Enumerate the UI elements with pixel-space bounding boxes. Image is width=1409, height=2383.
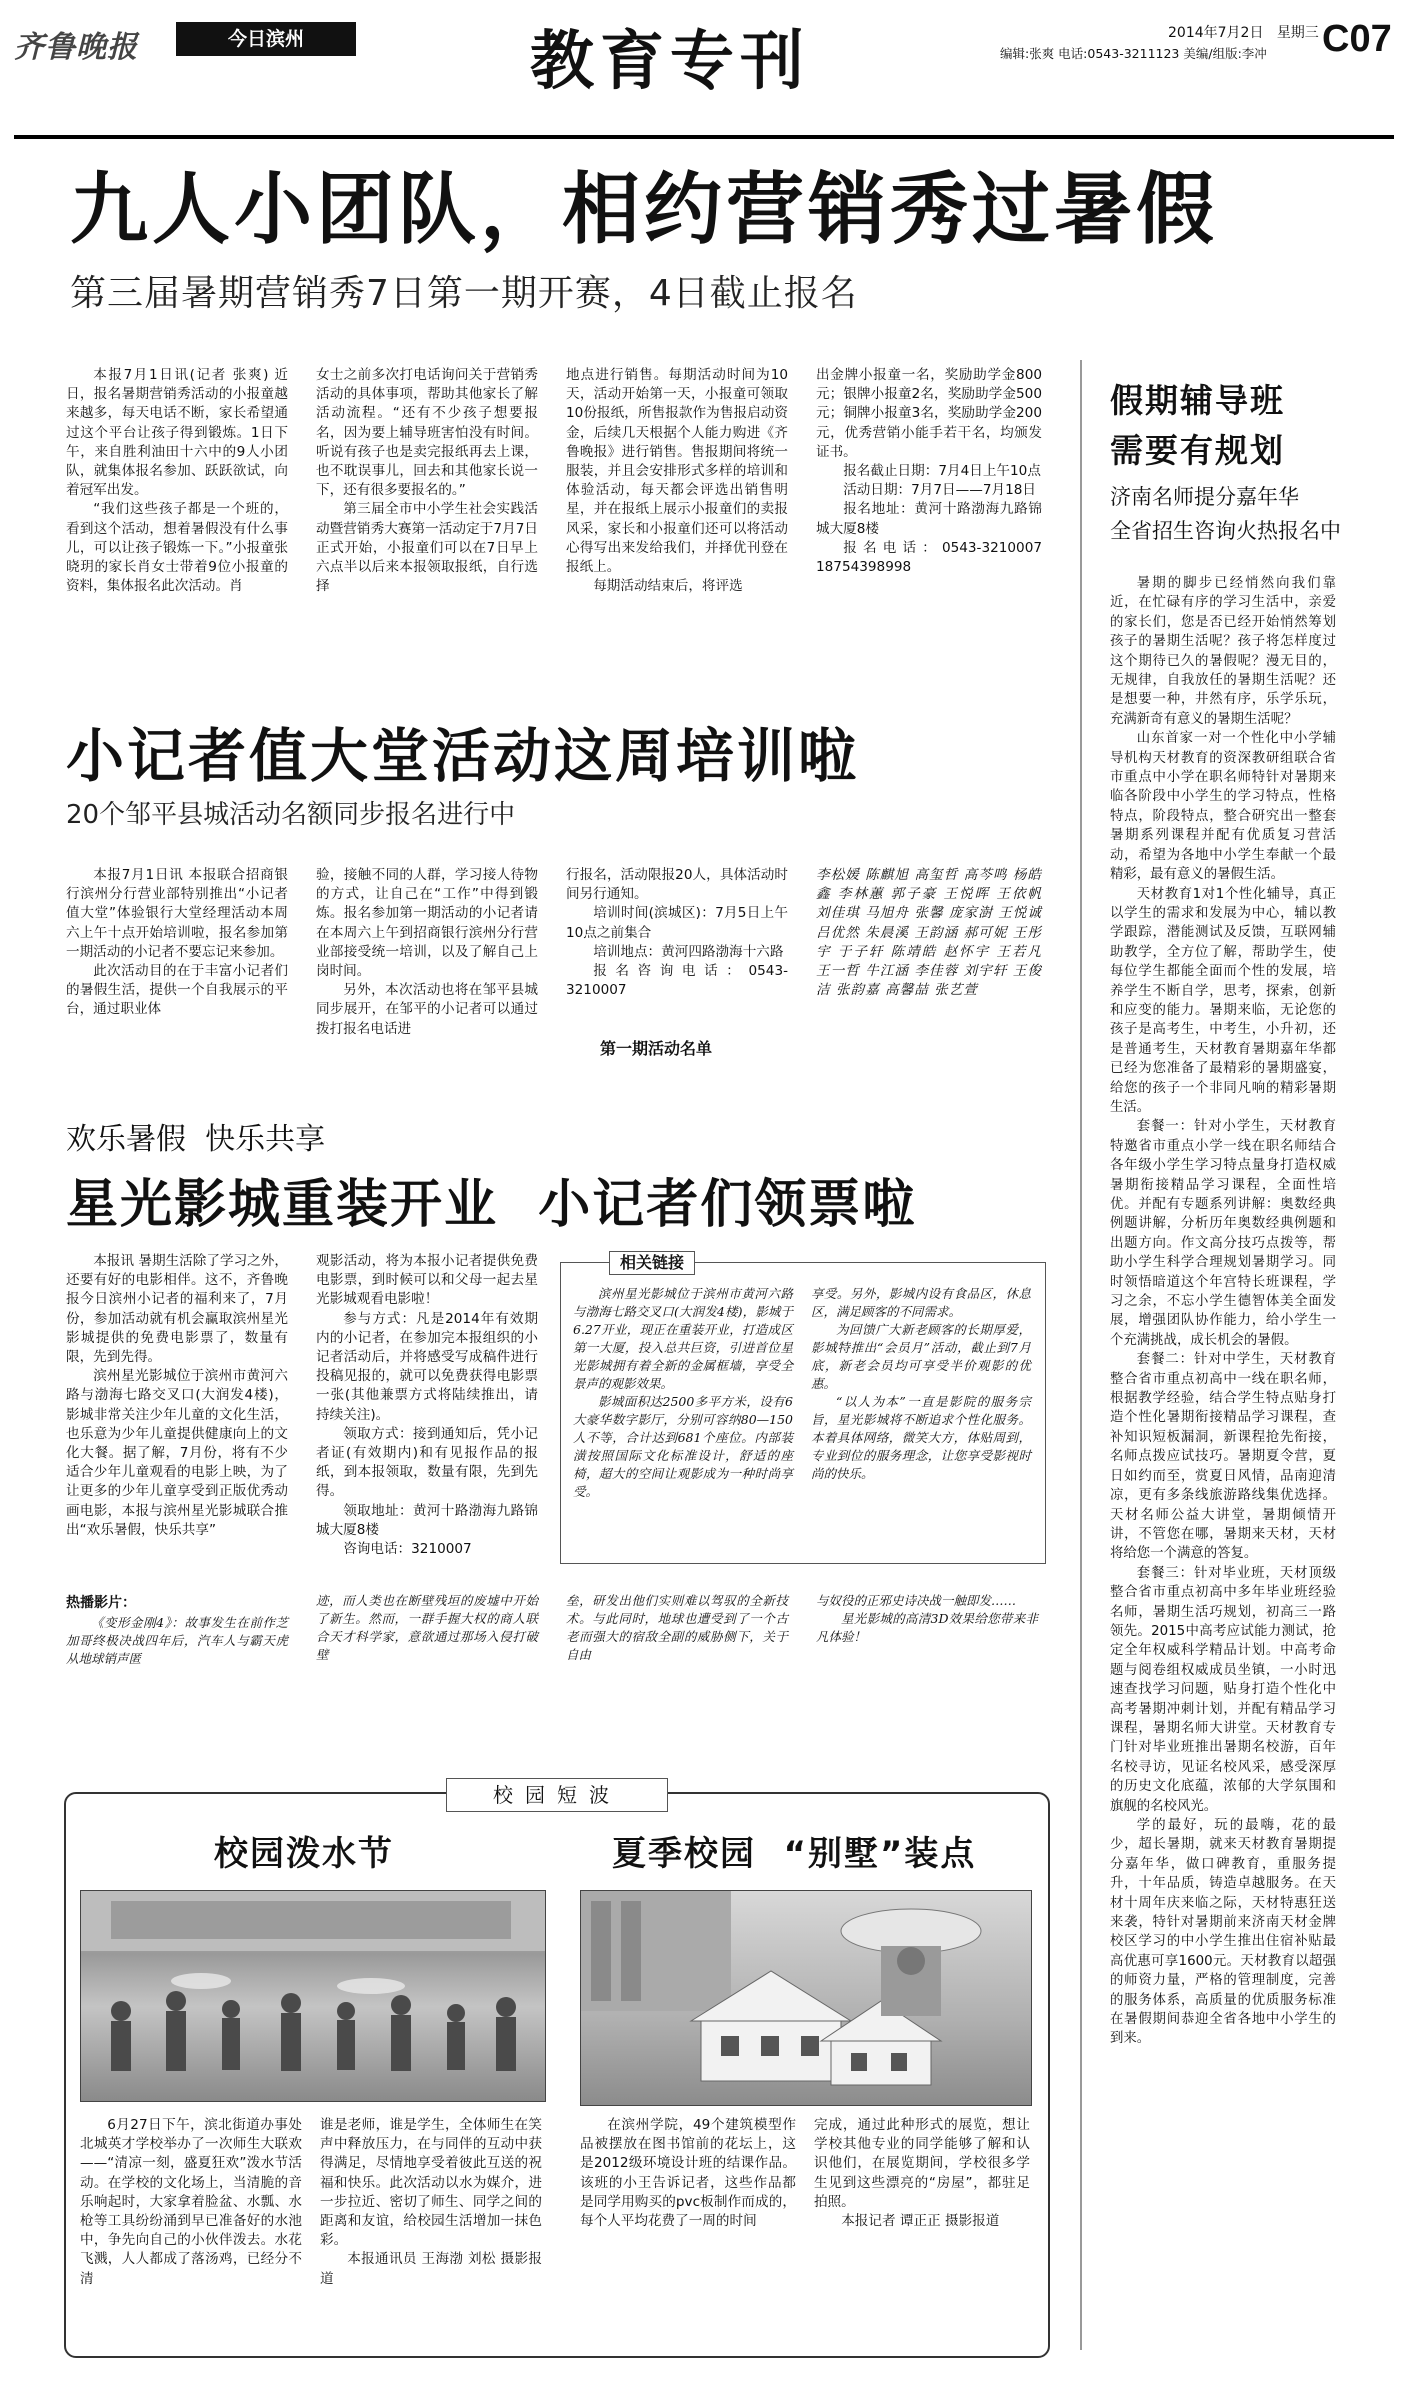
paragraph: 为回馈广大新老顾客的长期厚爱，影城特推出“会员月”活动，截止到7月底，新老会员均可享受半价观影的优惠。 bbox=[811, 1322, 1031, 1391]
byline: 本报通讯员 王海渤 刘松 摄影报道 bbox=[320, 2251, 542, 2287]
credits: 编辑:张爽 电话:0543-3211123 美编/组版:李冲 bbox=[1000, 46, 1267, 61]
paragraph: 领取地址：黄河十路渤海九路锦城大厦8楼 bbox=[316, 1502, 538, 1538]
film-caption-label: 热播影片： bbox=[66, 1595, 136, 1611]
paragraph: 参与方式：凡是2014年有效期内的小记者，在参加完本报组织的小记者活动后，并将感受写成稿件进行投稿见报的，就可以免费获得电影票一张(其他兼票方式将陆续推出，请持续关注)。 bbox=[316, 1310, 538, 1423]
paragraph: 领取方式：接到通知后，凭小记者证(有效期内)和有见报作品的报纸，到本报领取，数量有限，先到先得。 bbox=[316, 1425, 538, 1500]
related-link-box bbox=[560, 1253, 1046, 1564]
page-number: C07 bbox=[1322, 18, 1392, 60]
right-headline-1: 假期辅导班 bbox=[1110, 381, 1285, 420]
story2-col2 bbox=[316, 866, 538, 1039]
paragraph: 行报名，活动限报20人，具体活动时间另行通知。 bbox=[566, 867, 788, 903]
paragraph: “我们这些孩子都是一个班的，看到这个活动，想着暑假没有什么事儿，可以让孩子锻炼一下。”小报童张晓玥的家长肖女士带着9位小报童的资料，集体报名此次活动。肖 bbox=[66, 501, 288, 595]
brand-logo: 齐鲁晚报 bbox=[14, 30, 138, 65]
paragraph: 完成，通过此种形式的展览，想让学校其他专业的同学能够了解和认识他们，在展览期间，学校很多学生见到这些漂亮的“房屋”，都驻足拍照。 bbox=[814, 2117, 1030, 2210]
story2-list-title: 第一期活动名单 bbox=[600, 1039, 713, 1058]
campus-right-col1 bbox=[580, 2116, 796, 2231]
film-strip-1 bbox=[66, 1614, 288, 1668]
section-tag: 今日滨州 bbox=[176, 22, 356, 56]
paragraph: 每期活动结束后，将评选 bbox=[593, 578, 743, 595]
story1-col4 bbox=[816, 366, 1042, 577]
paragraph: 此次活动目的在于丰富小记者们的暑假生活，提供一个自我展示的平台，通过职业体 bbox=[66, 963, 288, 1018]
right-subhead-1: 济南名师提分嘉年华 bbox=[1110, 485, 1299, 509]
paragraph: 星光影城的高清3D效果给您带来非凡体验！ bbox=[816, 1611, 1038, 1644]
film-strip-3: 垒，研发出他们实则难以驾驭的全新技术。与此同时，地球也遭受到了一个古老而强大的宿敌全副的威胁侧下，关于自由 bbox=[566, 1593, 788, 1662]
paragraph: 滨州星光影城位于滨州市黄河六路与渤海七路交叉口(大润发4楼)，影城非常关注少年儿童的文化生活，也乐意为少年儿童提供健康向上的文化大餐。据了解，7月份，将有不少适合少年儿童观看的电影上映，为了让更多的少年儿童享受到正版优秀动画电影，本报与滨州星光影城联合推出“欢乐暑假，快乐共享” bbox=[66, 1368, 288, 1538]
paragraph: 天材教育1对1个性化辅导，真正以学生的需求和发展为中心，辅以教学跟踪，潜能测试及反馈，互联网辅助教学，全方位了解，帮助学生，使每位学生都能全面而个性的发展，培养学生不断自学，思考，探索，创新和应变的能力。暑期来临，无论您的孩子是高考生，中考生，小升初，还是普通考生，天材教育暑期嘉年华都已经为您准备了最精彩的暑期盛宴，给您的孩子一个非同凡响的精彩暑期生活。 bbox=[1110, 886, 1336, 1115]
paragraph: 女士之前多次打电话询问关于营销秀活动的具体事项，帮助其他家长了解活动流程。“还有不少孩子想要报名，因为要上辅导班害怕没有时间。听说有孩子也是卖完报纸再去上课，也不耽误事儿，回去和其他家长说一下，还有很多要报名的。” bbox=[316, 367, 538, 499]
villa-model-photo bbox=[580, 1890, 1032, 2106]
right-headline-2: 需要有规划 bbox=[1110, 431, 1285, 470]
paragraph: 第三届全市中小学生社会实践活动暨营销秀大赛第一活动定于7月7日正式开始，小报童们可以在7日早上六点半以后来本报领取报纸，自行选择 bbox=[316, 501, 538, 595]
paragraph: 套餐一：针对小学生，天材教育特邀省市重点小学一线在职名师结合各年级小学生学习特点量身打造权威暑期衔接精品学习课程，全面性培优。并配有专题系列讲解：奥数经典例题讲解，分析历年奥数经典例题和出题方向。作文高分技巧点拨等，帮助小学生科学合理规划暑期学习。同时领悟暗道这个年宫特长班课程，学习之余，不忘小学生德智体美全面发展，增强团队协作能力，给小学生一个充满挑战，成长机会的暑假。 bbox=[1110, 1119, 1336, 1348]
byline: 本报记者 谭正正 摄影报道 bbox=[841, 2213, 1000, 2230]
campus-left-col2 bbox=[320, 2116, 542, 2289]
campus-box-title: 校园短波 bbox=[446, 1778, 668, 1812]
paragraph: 6月27日下午，滨北街道办事处北城英才学校举办了一次师生大联欢——“清凉一刻，盛夏狂欢”泼水节活动。在学校的文化场上，当清脆的音乐响起时，大家拿着脸盆、水瓢、水枪等工具纷纷涌到早已准备好的水池中，争先向自己的小伙伴泼去。水花飞溅，人人都成了落汤鸡，已经分不清 bbox=[80, 2117, 302, 2287]
related-link-col1 bbox=[573, 1285, 793, 1501]
paragraph: 滨州星光影城位于滨州市黄河六路与渤海七路交叉口(大润发4楼)，影城于6.27开业，现正在重装开业，打造成区第一大厦，投入总共巨资，引进首位星光影城拥有着全新的金属框墙，享受全景声的观影效果。 bbox=[573, 1286, 793, 1391]
campus-left-headline: 校园泼水节 bbox=[214, 1834, 394, 1874]
paragraph: 影城面积达2500多平方米，设有6大豪华数字影厅，分别可容纳80—150人不等，合计达到681个座位。内部装潢按照国际文化标准设计，舒适的座椅，超大的空间让观影成为一种时尚享受。 bbox=[573, 1394, 793, 1499]
right-column-body bbox=[1110, 574, 1336, 2049]
campus-left-col1 bbox=[80, 2116, 302, 2289]
story2-col1 bbox=[66, 866, 288, 1020]
story3-col1 bbox=[66, 1252, 288, 1540]
page-title: 教育专刊 bbox=[530, 24, 810, 99]
paragraph: 报名咨询电话：0543-3210007 bbox=[566, 963, 788, 999]
villa-model-illustration bbox=[581, 1891, 1031, 2105]
film-strip-4 bbox=[816, 1592, 1038, 1646]
paragraph: 培训时间(滨城区)：7月5日上午10点之前集合 bbox=[566, 905, 788, 941]
date: 2014年7月2日 bbox=[1168, 25, 1264, 41]
story3-headline: 星光影城重装开业 小记者们领票啦 bbox=[66, 1175, 917, 1235]
story2-headline: 小记者值大堂活动这周培训啦 bbox=[66, 722, 860, 790]
weekday: 星期三 bbox=[1276, 25, 1319, 41]
film-strip-2: 迹，而人类也在断壁残垣的废墟中开始了新生。然而，一群手握大权的商人联合天才科学家，意欲通过那场入侵打破壁 bbox=[316, 1593, 538, 1662]
paragraph: “以人为本”一直是影院的服务宗旨，星光影城将不断追求个性化服务。本着具体网络，微笑大方，体贴周到，专业到位的服务理念，让您享受影视时尚的快乐。 bbox=[811, 1394, 1031, 1481]
paragraph: 培训地点：黄河四路渤海十六路 bbox=[593, 943, 784, 960]
story3-kicker: 欢乐暑假 快乐共享 bbox=[66, 1122, 326, 1157]
story1-col3 bbox=[566, 366, 788, 596]
paragraph: 本报7月1日讯(记者 张爽) 近日，报名暑期营销秀活动的小报童越来越多，每天电话不断，家长希望通过这个平台让孩子得到锻炼。1日下午，来自胜利油田十六中的9人小团队，就集体报名参加、跃跃欲试，向着冠军出发。 bbox=[66, 367, 288, 499]
story3-col2 bbox=[316, 1252, 538, 1559]
issue-date bbox=[1168, 22, 1319, 42]
paragraph: 谁是老师，谁是学生，全体师生在笑声中释放压力，在与同伴的互动中获得满足，尽情地享受着彼此互送的祝福和快乐。此次活动以水为媒介，进一步拉近、密切了师生、同学之间的距离和友谊，给校园生活增加一抹色彩。 bbox=[320, 2117, 542, 2249]
paragraph: 验，接触不同的人群，学习接人待物的方式，让自己在“工作”中得到锻炼。报名参加第一期活动的小记者请在本周六上午到招商银行滨州分行营业部接受统一培训，以及了解自己上岗时间。 bbox=[316, 867, 538, 980]
paragraph: 报名截止日期：7月4日上午10点 bbox=[843, 463, 1041, 480]
water-festival-photo bbox=[80, 1890, 546, 2102]
story2-col3 bbox=[566, 866, 788, 1000]
paragraph: 出金牌小报童一名，奖励助学金800元；银牌小报童2名，奖励助学金500元；铜牌小报童3名，奖励助学金200元，优秀营销小能手若干名，均颁发证书。 bbox=[816, 367, 1042, 460]
paragraph: 报名地址：黄河十路渤海九路锦城大厦8楼 bbox=[816, 501, 1042, 537]
paragraph: 学的最好，玩的最嗨，花的最少，超长暑期，就来天材教育暑期提分嘉年华，做口碑教育，重服务提升，十年品质，铸造卓越服务。在天材十周年庆来临之际，天材特惠狂送来袭，特针对暑期前来济南天材金牌校区学习的中小学生推出住宿补贴最高优惠可享1600元。天材教育以超强的师资力量，严格的管理制度，完善的服务体系，高质量的优质服务标准在暑假期间恭迎全省各地中小学生的到来。 bbox=[1110, 1818, 1336, 2047]
campus-right-col2 bbox=[814, 2116, 1030, 2231]
paragraph: 在滨州学院，49个建筑模型作品被摆放在图书馆前的花坛上，这是2012级环境设计班的结课作品。该班的小王告诉记者，这些作品都是同学用购买的pvc板制作而成的，每个人平均花费了一周的时间 bbox=[580, 2117, 796, 2230]
story2-subhead: 20个邹平县城活动名额同步报名进行中 bbox=[66, 800, 516, 830]
water-festival-illustration bbox=[81, 1891, 545, 2101]
paragraph: 享受。另外，影城内设有食品区，休息区，满足顾客的不同需求。 bbox=[811, 1286, 1031, 1319]
paragraph: 套餐二：针对中学生，天材教育整合省市重点初高中一线在职名师，根据教学经验，结合学生特点贴身打造个性化暑期衔接精品学习课程，查补知识短板漏洞，新课程抢先衔接，名师点拨应试技巧。暑期夏令营，夏日如约而至，赏夏日风情，品南迎清凉，更有多条线旅游路线集优选择。天材名师公益大讲堂，暑期倾情开讲，不管您在哪，暑期来天材，天材将给您一个满意的答复。 bbox=[1110, 1352, 1336, 1562]
right-column-divider bbox=[1080, 360, 1082, 2350]
masthead-rule bbox=[14, 135, 1394, 139]
campus-right-headline: 夏季校园 “别墅”装点 bbox=[612, 1834, 977, 1874]
story1-subhead: 第三届暑期营销秀7日第一期开赛，4日截止报名 bbox=[70, 273, 858, 314]
related-link-col2 bbox=[811, 1285, 1031, 1483]
paragraph: 本报讯 暑期生活除了学习之外，还要有好的电影相伴。这不，齐鲁晚报今日滨州小记者的福利来了，7月份，参加活动就有机会赢取滨州星光影城提供的免费电影票了，数量有限，先到先得。 bbox=[66, 1253, 288, 1366]
story1-col2 bbox=[316, 366, 538, 596]
paragraph: 另外，本次活动也将在邹平县城同步展开，在邹平的小记者可以通过拨打报名电话进 bbox=[316, 982, 538, 1037]
paragraph: 活动日期：7月7日——7月18日 bbox=[843, 482, 1036, 499]
paragraph: 山东首家一对一个性化中小学辅导机构天材教育的资深教研组联合省市重点中小学在职名师特针对暑期来临各阶段中小学生的学习特点，性格特点，阶段特点，整合研究出一整套暑期系列课程并配有优质复习营活动，希望为各地中小学生奉献一个最精彩，最有意义的暑假生活。 bbox=[1110, 731, 1336, 883]
story1-col1 bbox=[66, 366, 288, 596]
related-link-title: 相关链接 bbox=[609, 1251, 695, 1275]
story2-name-list: 李松媛 陈麒旭 高玺哲 高芩鸣 杨皓鑫 李林蕙 郭子豪 王悦晖 王依帆 刘佳琪 马旭舟 张馨 庞家澍 王悦诚 吕优然 朱晨溪 王韵涵 郝可妮 王彤宇 于子轩 陈靖皓 赵怀宇 王若凡 王一哲 牛江涵 李佳蓉 刘宇轩 王俊洁 张韵嘉 高馨喆 张艺萱 bbox=[816, 867, 1042, 999]
paragraph: 与奴役的正邪史诗决战一触即发…… bbox=[816, 1593, 1017, 1608]
paragraph: 套餐三：针对毕业班，天材顶级整合省市重点初高中多年毕业班经验名师，暑期生活巧规划，初高三一路领先。2015中高考应试能力测试，抢定全年权威科学精品计划。中高考命题与阅卷组权威成员坐镇，一小时迅速查找学习问题，贴身打造个性化中高考暑期冲刺计划，并配有精品学习课程，暑期名师大讲堂。天材教育专门针对毕业班推出暑期名校游，百年名校寻访，见证名校风采，感受深厚的历史文化底蕴，浓郁的大学氛围和旗舰的名校风光。 bbox=[1110, 1565, 1336, 1814]
paragraph: 咨询电话：3210007 bbox=[343, 1541, 472, 1558]
paragraph: 报名电话：0543-3210007 18754398998 bbox=[816, 539, 1042, 576]
paragraph: 暑期的脚步已经悄然向我们靠近，在忙碌有序的学习生活中，亲爱的家长们，您是否已经开始悄然筹划孩子的暑期生活呢？孩子将怎样度过这个期待已久的暑假呢？漫无目的，无规律，自我放任的暑期生活呢？还是想要一种，井然有序，乐学乐玩，充满新奇有意义的暑期生活呢？ bbox=[1110, 576, 1336, 727]
paragraph: 本报7月1日讯 本报联合招商银行滨州分行营业部特别推出“小记者值大堂”体验银行大堂经理活动本周六上午十点开始培训啦，报名参加第一期活动的小记者不要忘记来参加。 bbox=[66, 867, 288, 960]
paragraph: 《变形金刚4》：故事发生在前作芝加哥终极决战四年后，汽车人与霸天虎从地球销声匿 bbox=[66, 1615, 288, 1666]
paragraph: 观影活动，将为本报小记者提供免费电影票，到时候可以和父母一起去星光影城观看电影啦！ bbox=[316, 1253, 538, 1308]
right-subhead-2: 全省招生咨询火热报名中 bbox=[1110, 519, 1341, 543]
paragraph: 地点进行销售。每期活动时间为10天，活动开始第一天，小报童可领取10份报纸，所售报款作为售报启动资金，后续几天根据个人能力购进《齐鲁晚报》进行销售。售报期间将统一服装，并且会安排形式多样的培训和体验活动，每天都会评选出销售明星，并在报纸上展示小报童们的卖报风采，家长和小报童们还可以将活动心得写出来发给我们，并择优刊登在报纸上。 bbox=[566, 367, 788, 576]
story1-headline: 九人小团队，相约营销秀过暑假 bbox=[70, 165, 1219, 255]
